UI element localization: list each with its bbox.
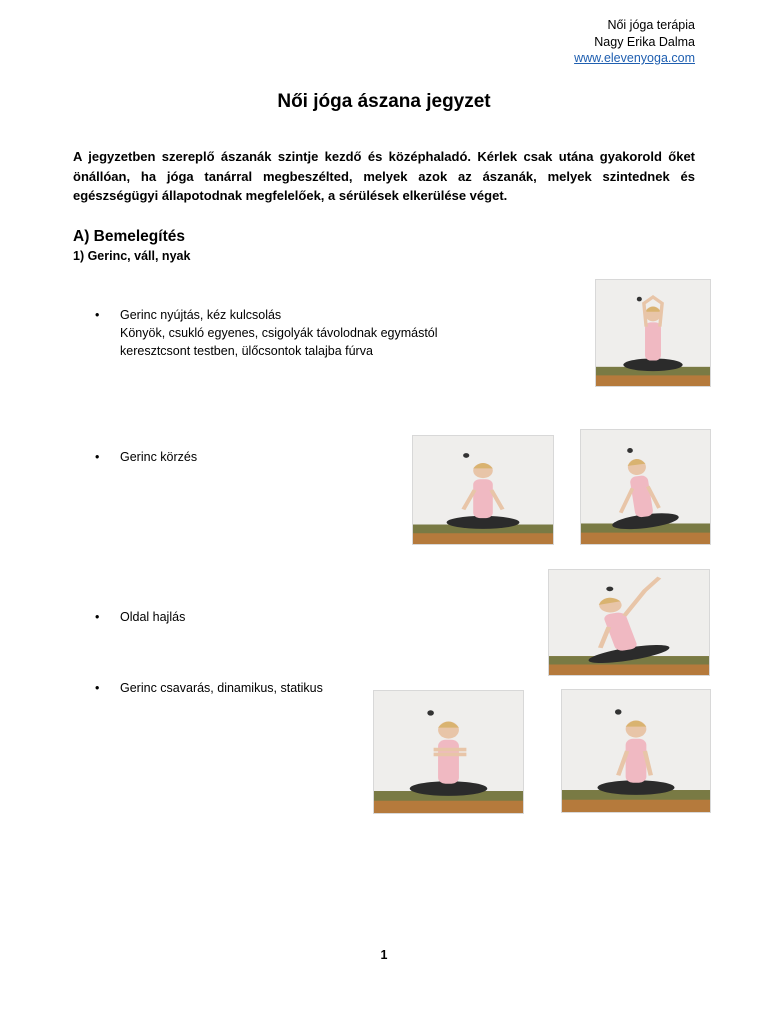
page-title: Női jóga ászana jegyzet (277, 91, 491, 112)
list-item-detail: keresztcsont testben, ülőcsontok talajba fúrva (120, 344, 373, 358)
list-item-label: Oldal hajlás (120, 610, 186, 624)
list-item-detail: Könyök, csukló egyenes, csigolyák távolodnak egymástól (120, 326, 438, 340)
yoga-photo-arms-overhead (595, 279, 711, 387)
bullet-icon: • (95, 308, 100, 322)
section-heading: A) Bemelegítés (73, 228, 185, 245)
yoga-photo-twist-arms (373, 690, 524, 814)
yoga-photo-side-bend (548, 569, 710, 676)
header-link[interactable]: www.elevenyoga.com (574, 51, 695, 65)
bullet-icon: • (95, 610, 100, 624)
header-line1: Női jóga terápia (607, 18, 695, 32)
page-number: 1 (380, 948, 388, 962)
list-item-label: Gerinc csavarás, dinamikus, statikus (120, 681, 323, 695)
bullet-icon: • (95, 681, 100, 695)
intro-paragraph: A jegyzetben szereplő ászanák szintje kezdő és középhaladó. Kérlek csak utána gyakorold őket önállóan, ha jóga tanárral megbeszélted, melyek azok az ászanák, melyek szintednek és egészségügyi állapotodnak megfelelőek, a sérülések elkerülése véget. (73, 149, 695, 203)
bullet-icon: • (95, 450, 100, 464)
document-header (574, 17, 695, 67)
yoga-photo-twist-seated (561, 689, 711, 813)
list-item-label: Gerinc körzés (120, 450, 198, 464)
yoga-photo-lean-side (580, 429, 711, 545)
yoga-photo-lean-forward (412, 435, 554, 545)
subsection-heading: 1) Gerinc, váll, nyak (73, 249, 191, 263)
header-line2: Nagy Erika Dalma (594, 34, 695, 49)
list-item-label: Gerinc nyújtás, kéz kulcsolás (120, 308, 282, 322)
